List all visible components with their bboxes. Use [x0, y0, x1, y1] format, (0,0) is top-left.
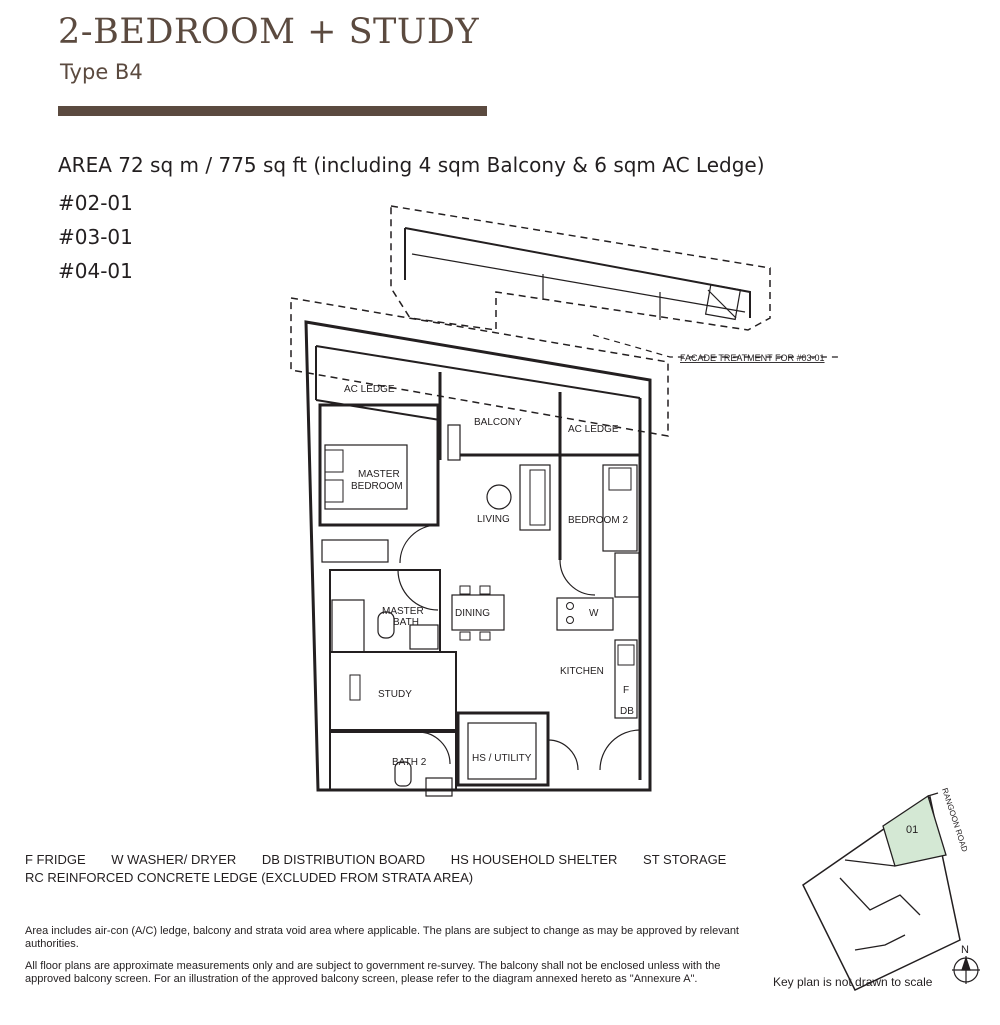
room-label-study: STUDY	[378, 689, 412, 700]
area-text: AREA 72 sq m / 775 sq ft (including 4 sqm Balcony & 6 sqm AC Ledge)	[58, 153, 765, 177]
unit-number: #02-01	[58, 191, 133, 215]
legend-item: F FRIDGE	[25, 852, 86, 867]
unit-type: Type B4	[60, 60, 143, 84]
key-plan-road-label: RANGOON ROAD	[940, 786, 970, 854]
unit-number: #04-01	[58, 259, 133, 283]
room-label-master-bath: BATH	[393, 617, 419, 628]
legend-item: HS HOUSEHOLD SHELTER	[450, 852, 618, 867]
unit-number: #03-01	[58, 225, 133, 249]
disclaimer-area: Area includes air-con (A/C) ledge, balcony and strata void area where applicable. The plans are subject to change as may be approved by relevant authorities.	[25, 925, 739, 950]
fixture-washer: W	[589, 608, 599, 619]
north-arrow-icon	[952, 956, 980, 984]
room-label-kitchen: KITCHEN	[560, 666, 604, 677]
room-label-master-bath: MASTER	[382, 606, 424, 617]
legend-rc: RC REINFORCED CONCRETE LEDGE (EXCLUDED FROM STRATA AREA)	[25, 870, 474, 885]
legend-item: W WASHER/ DRYER	[111, 852, 237, 867]
north-label: N	[961, 944, 969, 956]
disclaimer-survey: All floor plans are approximate measurements only and are subject to government re-survey. The balcony shall not be enclosed unless with the approved balcony screen. For an illustration of the approved balcony screen, please refer to the diagram annexed hereto as "Annexure A".	[25, 960, 721, 985]
legend-item: ST STORAGE	[643, 852, 727, 867]
fixture-db: DB	[620, 706, 634, 717]
facade-outline	[391, 206, 770, 330]
legend-row	[25, 851, 748, 869]
room-label-hs-utility: HS / UTILITY	[472, 753, 532, 764]
ac-ledge-dashed-outline	[291, 298, 668, 436]
facade-label: FACADE TREATMENT FOR #03-01	[680, 353, 825, 363]
room-label-balcony: BALCONY	[474, 417, 522, 428]
page-title: 2-BEDROOM + STUDY	[58, 12, 480, 52]
facade-rail	[405, 228, 750, 318]
disclaimer-notes	[25, 925, 740, 995]
key-plan-unit-label: 01	[906, 824, 919, 836]
key-plan-note: Key plan is not drawn to scale	[773, 975, 933, 989]
room-label-master-bedroom: BEDROOM	[351, 481, 403, 492]
room-label-master-bedroom: MASTER	[358, 469, 400, 480]
room-label-ac-ledge-right: AC LEDGE	[568, 424, 619, 435]
room-label-bedroom2: BEDROOM 2	[568, 515, 629, 526]
room-label-ac-ledge-left: AC LEDGE	[344, 384, 395, 395]
fixture-legend	[25, 851, 748, 887]
fixture-fridge: F	[623, 685, 630, 696]
key-plan	[803, 793, 960, 990]
room-label-dining: DINING	[455, 608, 490, 619]
room-label-bath2: BATH 2	[392, 757, 427, 768]
legend-item: DB DISTRIBUTION BOARD	[261, 852, 426, 867]
room-label-living: LIVING	[477, 514, 510, 525]
